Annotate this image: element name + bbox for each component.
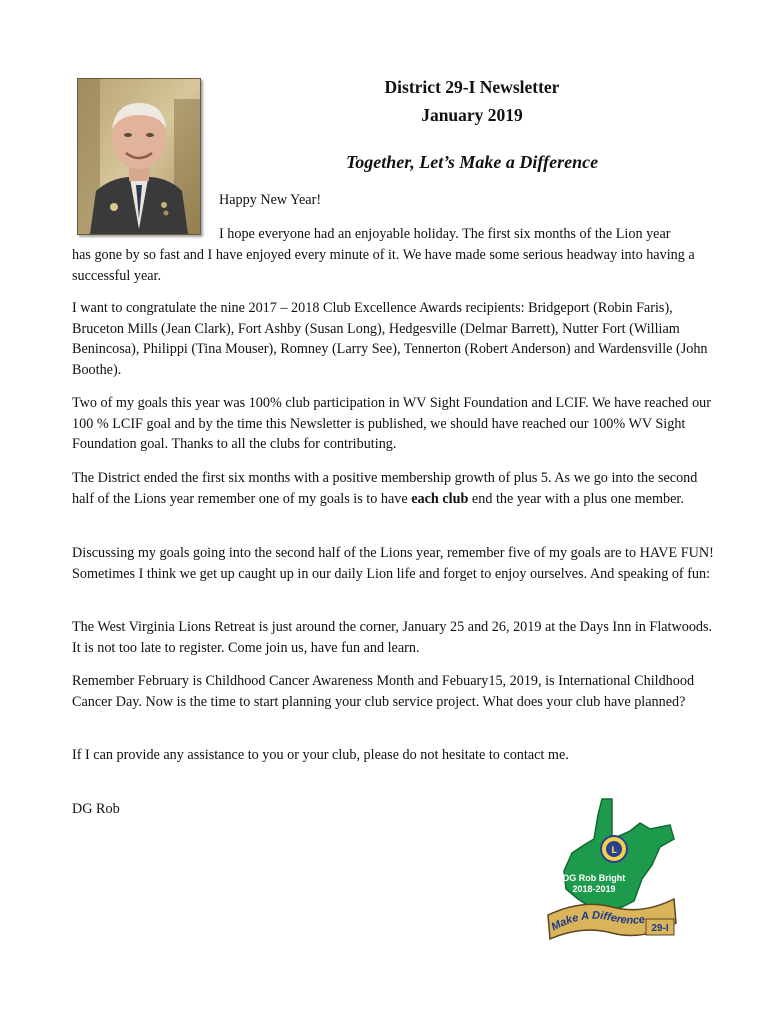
newsletter-date: January 2019 (421, 105, 523, 125)
paragraph-7: Remember February is Childhood Cancer Awareness Month and Febuary15, 2019, is International Childhood Cancer Day. Now is the time to start planning your club service project. What does your club have planned? (72, 673, 695, 710)
signature: DG Rob (72, 801, 120, 817)
paragraph-4-text-a: The District ended the first six months with a positive membership growth of plus 5. As we go into the second half of the Lions year remember one of my goals is to have (72, 470, 698, 507)
paragraph-8: If I can provide any assistance to you or your club, please do not hesitate to contact me. (72, 747, 569, 763)
district-logo (542, 795, 678, 945)
portrait-image (78, 79, 200, 234)
paragraph-4 (72, 468, 722, 509)
author-photo (77, 78, 201, 235)
paragraph-4-bold: each club (411, 490, 469, 507)
paragraph-4-text-b: end the year with a plus one member. (468, 490, 684, 507)
logo-banner-text: Make A Difference (549, 909, 646, 934)
west-virginia-logo-icon (542, 795, 678, 945)
newsletter-tagline: Together, Let’s Make a Difference (345, 152, 599, 172)
paragraph-5: Discussing my goals going into the second half of the Lions year, remember five of my goals are to HAVE FUN! Sometimes I think we get up caught up in our daily Lion life and forget to enjoy ourselves. And speaking of fun: (72, 545, 714, 582)
newsletter-title: District 29-I Newsletter (384, 77, 560, 97)
paragraph-6: The West Virginia Lions Retreat is just around the corner, January 25 and 26, 2019 at the Days Inn in Flatwoods. It is not too late to register. Come join us, have fun and learn. (72, 619, 713, 656)
greeting: Happy New Year! (219, 192, 322, 208)
paragraph-1: has gone by so fast and I have enjoyed every minute of it. We have made some serious headway into having a successful year. (72, 247, 695, 284)
paragraph-1-first-line: I hope everyone had an enjoyable holiday. The first six months of the Lion year (219, 226, 671, 242)
svg-text:L: L (611, 846, 617, 856)
logo-district-tag: 29-I (651, 923, 669, 934)
paragraph-3: Two of my goals this year was 100% club participation in WV Sight Foundation and LCIF. We have reached our 100 % LCIF goal and by the time this Newsletter is published, we should have reached our 100% WV Sight Foundation goal. Thanks to all the clubs for contributing. (72, 395, 711, 452)
paragraph-2: I want to congratulate the nine 2017 – 2018 Club Excellence Awards recipients: Bridgeport (Robin Faris), Bruceton Mills (Jean Clark), Fort Ashby (Susan Long), Hedgesville (Delmar Barrett), Nutter Fort (William Benincosa), Philippi (Tina Mouser), Romney (Larry See), Tennerton (Robert Anderson) and Wardensville (John Boothe). (72, 300, 708, 378)
logo-name-text: DG Rob Bright (562, 873, 626, 883)
logo-years-text: 2018-2019 (572, 884, 616, 894)
